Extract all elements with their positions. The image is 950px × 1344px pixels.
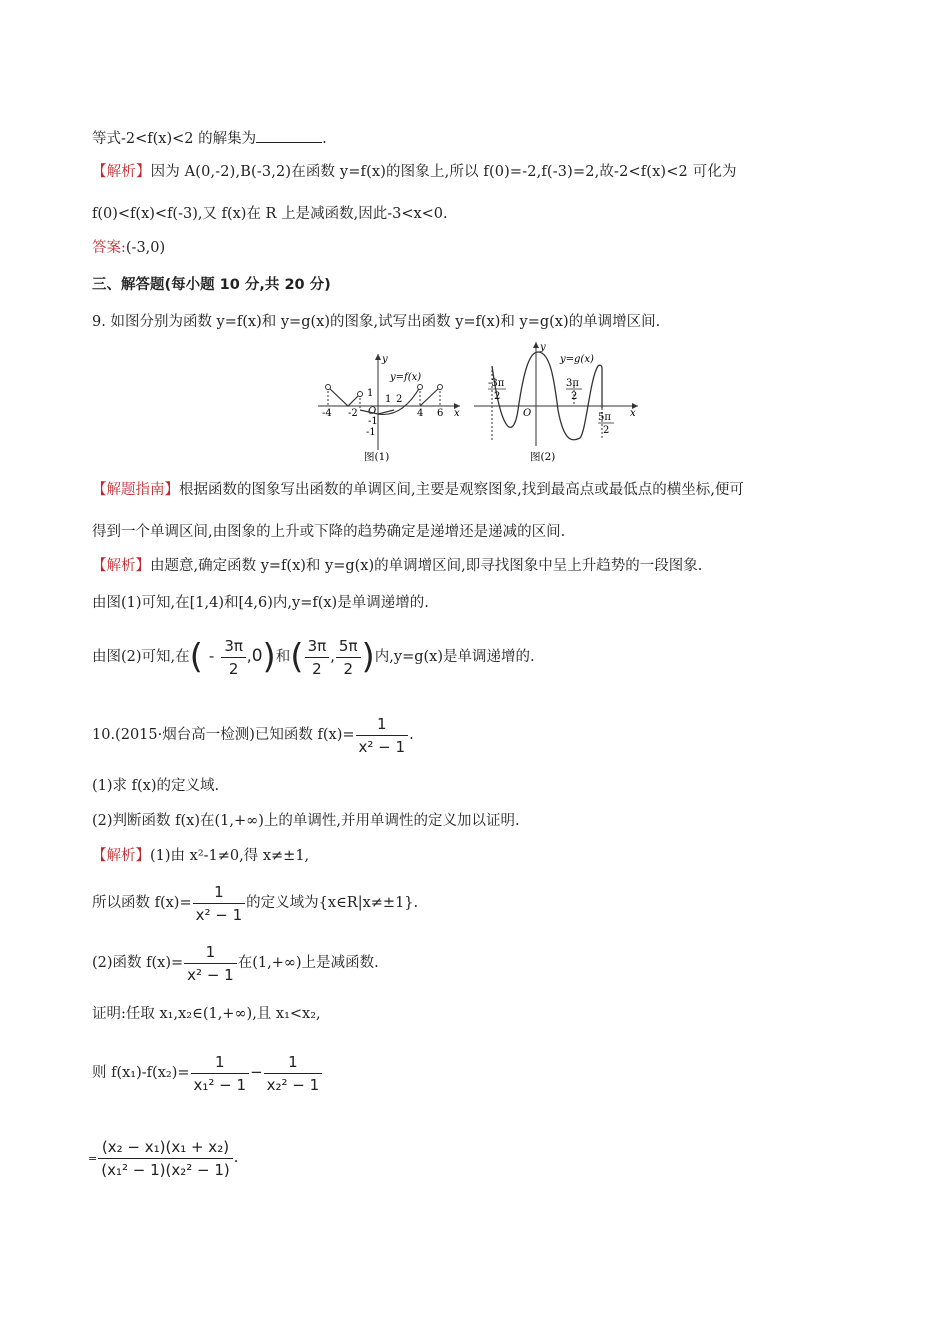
- fraction: $\frac{3\pi}{2}$: [221, 636, 246, 679]
- guide-line: 【解题指南】根据函数的图象写出函数的单调区间,主要是观察图象,找到最高点或最低点的横坐标,便可: [92, 482, 744, 498]
- function-label: y=f(x): [390, 372, 422, 383]
- svg-text:-4: -4: [322, 408, 332, 419]
- fraction: $\frac{1}{\text{x² − 1}}$: [193, 882, 246, 925]
- fraction: $\frac{1}{\text{x² − 1}}$: [184, 942, 237, 985]
- svg-text:2: 2: [494, 391, 501, 402]
- guide-tag: 【解题指南】: [92, 482, 179, 498]
- section-title: 三、解答题(每小题 10 分,共 20 分): [92, 277, 331, 293]
- svg-text:-3π: -3π: [488, 378, 505, 389]
- text-line: 等式-2<f(x)<2 的解集为 .: [92, 128, 327, 149]
- svg-text:2: 2: [603, 425, 610, 436]
- solution-line: f(0)<f(x)<f(-3),又 f(x)在 R 上是减函数,因此-3<x<0.: [92, 206, 448, 222]
- svg-text:-2: -2: [348, 408, 358, 419]
- answer-line: 答案:(-3,0): [92, 240, 166, 256]
- solution-line: = $\frac{\text{(x₂ − x₁)(x₁ + x₂)}}{\text{(x₁² − 1)(x₂² − 1)}}$ .: [88, 1137, 239, 1179]
- fraction: $\frac{1}{\text{x₁² − 1}}$: [191, 1052, 250, 1095]
- svg-text:2: 2: [571, 391, 578, 402]
- solution-line: 【解析】(1)由 x²-1≠0,得 x≠±1,: [92, 848, 310, 864]
- question-10: 10.(2015·烟台高一检测)已知函数 f(x)= $\frac{1}{\text{x² − 1}}$ .: [92, 714, 414, 756]
- solution-line: 由图(2)可知,在( - $\frac{3\pi}{2}$ ,0)和( $\frac{3\pi}{2}$ , $\frac{5\pi}{2}$ )内,y=g(x)是单调递增的.: [92, 636, 535, 678]
- svg-text:6: 6: [437, 408, 444, 419]
- y-axis-label: y: [382, 354, 388, 365]
- answer-blank: [256, 128, 322, 143]
- svg-text:-1: -1: [368, 416, 378, 427]
- fraction: $\frac{1}{\text{x² − 1}}$: [356, 714, 409, 757]
- origin-label: O: [368, 406, 377, 417]
- solution-line: 所以函数 f(x)= $\frac{1}{\text{x² − 1}}$ 的定义域为{x∈R|x≠±1}.: [92, 882, 419, 924]
- solution-line: 【解析】因为 A(0,-2),B(-3,2)在函数 y=f(x)的图象上,所以 f(0)=-2,f(-3)=2,故-2<f(x)<2 可化为: [92, 164, 737, 180]
- svg-text:3π: 3π: [566, 378, 579, 389]
- fraction: $\frac{3\pi}{2}$: [305, 636, 330, 679]
- solution-line: 证明:任取 x₁,x₂∈(1,+∞),且 x₁<x₂,: [92, 1006, 321, 1022]
- solution-line: 由图(1)可知,在[1,4)和[4,6)内,y=f(x)是单调递增的.: [92, 595, 429, 611]
- solution-line: (2)函数 f(x)= $\frac{1}{\text{x² − 1}}$ 在(1,+∞)上是减函数.: [92, 942, 379, 984]
- origin-label: O: [523, 408, 532, 419]
- question-part: (2)判断函数 f(x)在(1,+∞)上的单调性,并用单调性的定义加以证明.: [92, 813, 520, 829]
- guide-line: 得到一个单调区间,由图象的上升或下降的趋势确定是递增还是递减的区间.: [92, 524, 566, 540]
- question-9: 9. 如图分别为函数 y=f(x)和 y=g(x)的图象,试写出函数 y=f(x)和 y=g(x)的单调增区间.: [92, 314, 661, 330]
- analysis-tag: 【解析】: [92, 164, 151, 180]
- solution-line: 则 f(x₁)-f(x₂)= $\frac{1}{\text{x₁² − 1}}$ − $\frac{1}{\text{x₂² − 1}}$: [92, 1046, 323, 1098]
- answer-label: 答案:: [92, 240, 126, 256]
- x-axis-label: x: [454, 408, 460, 419]
- analysis-tag: 【解析】: [92, 558, 150, 574]
- fraction: $\frac{1}{\text{x₂² − 1}}$: [264, 1052, 323, 1095]
- svg-text:5π: 5π: [598, 412, 611, 423]
- analysis-tag: 【解析】: [92, 848, 150, 864]
- y-axis-label: y: [540, 342, 546, 353]
- figure-2-caption: 图(2): [530, 451, 556, 463]
- x-axis-label: x: [630, 408, 636, 419]
- function-label: y=g(x): [560, 354, 594, 365]
- svg-text:-1: -1: [366, 427, 376, 438]
- figure-1: [312, 350, 462, 465]
- figure-1-caption: 图(1): [364, 451, 390, 463]
- svg-text:2: 2: [396, 394, 403, 405]
- svg-text:1: 1: [385, 394, 392, 405]
- fraction: $\frac{5\pi}{2}$: [336, 636, 361, 679]
- svg-text:1: 1: [367, 388, 374, 399]
- fraction: $\frac{\text{(x₂ − x₁)(x₁ + x₂)}}{\text{(x₁² − 1)(x₂² − 1)}}$: [98, 1137, 233, 1180]
- solution-line: 【解析】由题意,确定函数 y=f(x)和 y=g(x)的单调增区间,即寻找图象中呈上升趋势的一段图象.: [92, 558, 703, 574]
- svg-text:4: 4: [417, 408, 424, 419]
- question-part: (1)求 f(x)的定义域.: [92, 778, 220, 794]
- figure-2: [470, 338, 640, 465]
